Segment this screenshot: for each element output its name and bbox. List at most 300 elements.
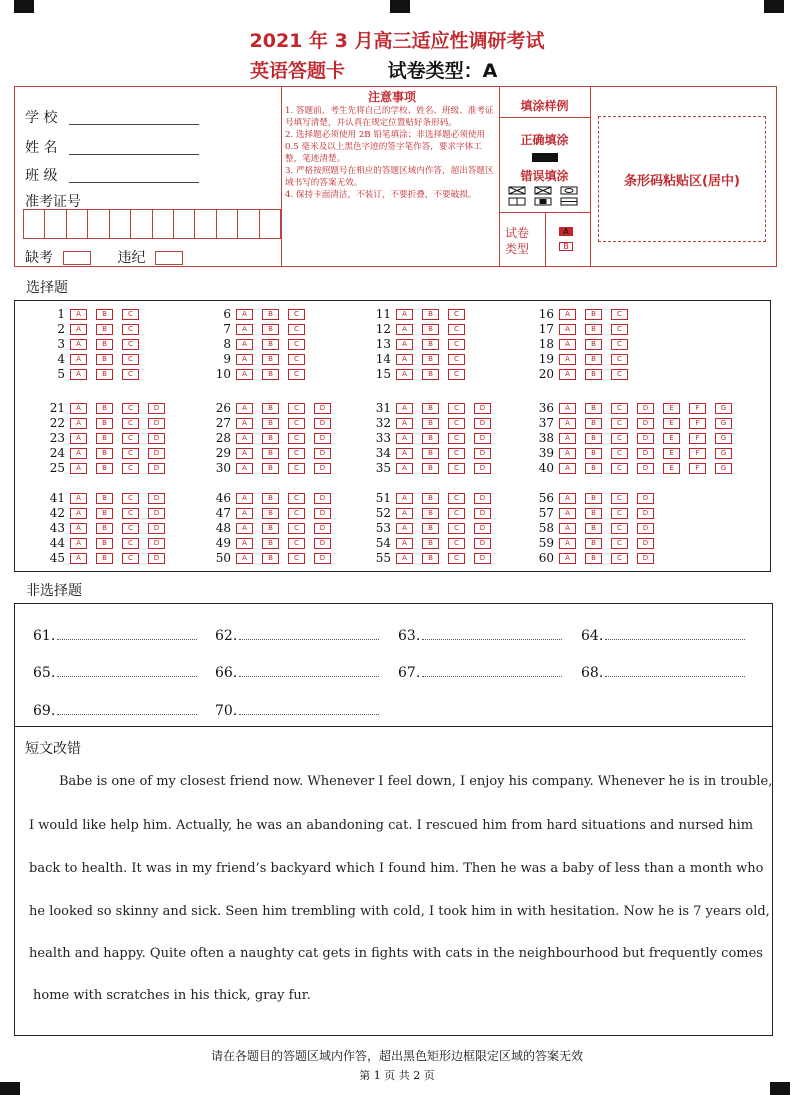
answer-bubble[interactable]: F (689, 463, 706, 474)
essay-line: he looked so skinny and sick. Seen him trembling with cold, I took him in with hesitation. Now he is 7 years old, (29, 904, 770, 919)
answer-blank[interactable]: 63. (398, 628, 562, 644)
exam-no-grid[interactable] (23, 209, 281, 239)
answer-bubble[interactable]: A (236, 418, 253, 429)
answer-bubble[interactable]: C (288, 324, 305, 335)
answer-bubble[interactable]: A (559, 538, 576, 549)
answer-bubble[interactable]: B (422, 553, 439, 564)
answer-bubble[interactable]: B (585, 369, 602, 380)
answer-bubble[interactable]: A (236, 448, 253, 459)
answer-bubble[interactable]: C (122, 369, 139, 380)
answer-bubble[interactable]: B (585, 339, 602, 350)
question-number: 45 (49, 551, 65, 565)
answer-bubble[interactable]: B (422, 538, 439, 549)
answer-bubble[interactable]: A (396, 508, 413, 519)
answer-bubble[interactable]: A (396, 538, 413, 549)
answer-blank[interactable]: 61. (33, 628, 197, 644)
answer-bubble[interactable]: D (474, 553, 491, 564)
answer-bubble[interactable]: A (70, 433, 87, 444)
answer-bubble[interactable]: A (396, 309, 413, 320)
answer-bubble[interactable]: B (422, 339, 439, 350)
question-number: 28 (215, 431, 231, 445)
answer-bubble[interactable]: B (585, 418, 602, 429)
answer-bubble[interactable]: B (262, 309, 279, 320)
answer-bubble[interactable]: D (314, 493, 331, 504)
answer-bubble[interactable]: D (474, 448, 491, 459)
answer-bubble[interactable]: C (288, 508, 305, 519)
answer-bubble[interactable]: B (96, 493, 113, 504)
answer-blank[interactable]: 66. (215, 665, 379, 681)
correct-fill-label: 正确填涂 (520, 133, 569, 147)
answer-bubble[interactable]: C (288, 309, 305, 320)
question-row (534, 337, 637, 351)
question-row (534, 536, 663, 550)
answer-bubble[interactable]: D (474, 418, 491, 429)
answer-bubble[interactable]: A (559, 493, 576, 504)
answer-bubble[interactable]: B (96, 418, 113, 429)
answer-bubble[interactable]: C (122, 418, 139, 429)
answer-bubble[interactable]: B (585, 354, 602, 365)
answer-bubble[interactable]: D (474, 493, 491, 504)
paper-type-a-option[interactable]: A (559, 227, 573, 236)
answer-bubble[interactable]: A (70, 493, 87, 504)
answer-bubble[interactable]: B (585, 523, 602, 534)
answer-bubble[interactable]: B (262, 369, 279, 380)
note-item: 3. 严格按照题号在相应的答题区域内作答，超出答题区域书写的答案无效。 (285, 166, 494, 188)
answer-bubble[interactable]: A (396, 523, 413, 534)
question-row (211, 416, 340, 430)
answer-bubble[interactable]: C (122, 508, 139, 519)
answer-bubble[interactable]: A (236, 538, 253, 549)
answer-bubble[interactable]: A (236, 508, 253, 519)
question-row (211, 446, 340, 460)
question-row (371, 367, 474, 381)
answer-bubble[interactable]: C (448, 553, 465, 564)
answer-bubble[interactable]: C (288, 553, 305, 564)
answer-bubble[interactable]: C (448, 448, 465, 459)
question-number: 10 (215, 367, 231, 381)
answer-bubble[interactable]: B (585, 324, 602, 335)
answer-bubble[interactable]: C (448, 523, 465, 534)
answer-bubble[interactable]: C (611, 324, 628, 335)
answer-bubble[interactable]: A (559, 324, 576, 335)
answer-bubble[interactable]: C (448, 538, 465, 549)
answer-blank[interactable]: 67. (398, 665, 562, 681)
answer-bubble[interactable]: C (122, 403, 139, 414)
answer-bubble[interactable]: A (559, 433, 576, 444)
answer-bubble[interactable]: A (559, 339, 576, 350)
answer-bubble[interactable]: A (70, 309, 87, 320)
answer-bubble[interactable]: A (559, 523, 576, 534)
answer-bubble[interactable]: C (611, 448, 628, 459)
essay-line: home with scratches in his thick, gray fur. (33, 988, 311, 1003)
answer-bubble[interactable]: A (236, 354, 253, 365)
answer-bubble[interactable]: C (122, 538, 139, 549)
answer-bubble[interactable]: C (122, 309, 139, 320)
answer-bubble[interactable]: B (262, 508, 279, 519)
answer-bubble[interactable]: D (314, 403, 331, 414)
answer-bubble[interactable]: A (70, 523, 87, 534)
answer-bubble[interactable]: C (122, 339, 139, 350)
answer-bubble[interactable]: B (262, 418, 279, 429)
answer-bubble[interactable]: C (288, 354, 305, 365)
answer-bubble[interactable]: B (262, 553, 279, 564)
answer-bubble[interactable]: B (96, 463, 113, 474)
answer-bubble[interactable]: C (611, 418, 628, 429)
answer-bubble[interactable]: C (448, 508, 465, 519)
answer-bubble[interactable]: B (262, 463, 279, 474)
answer-bubble[interactable]: C (611, 369, 628, 380)
answer-bubble[interactable]: B (96, 354, 113, 365)
answer-bubble[interactable]: D (148, 433, 165, 444)
answer-bubble[interactable]: B (96, 369, 113, 380)
answer-bubble[interactable]: C (122, 433, 139, 444)
answer-bubble[interactable]: D (637, 418, 654, 429)
answer-bubble[interactable]: C (122, 493, 139, 504)
answer-bubble[interactable]: C (611, 433, 628, 444)
question-number: 14 (375, 352, 391, 366)
question-row (371, 352, 474, 366)
answer-bubble[interactable]: A (236, 463, 253, 474)
question-number: 53 (375, 521, 391, 535)
answer-bubble[interactable]: A (396, 493, 413, 504)
answer-bubble[interactable]: D (314, 418, 331, 429)
answer-bubble[interactable]: A (70, 538, 87, 549)
answer-bubble[interactable]: A (70, 508, 87, 519)
answer-bubble[interactable]: C (122, 463, 139, 474)
answer-bubble[interactable]: A (236, 523, 253, 534)
answer-bubble[interactable]: F (689, 403, 706, 414)
answer-bubble[interactable]: B (585, 553, 602, 564)
answer-bubble[interactable]: C (611, 553, 628, 564)
answer-bubble[interactable]: B (262, 324, 279, 335)
answer-bubble[interactable]: B (422, 354, 439, 365)
page-title: 2021 年 3 月高三适应性调研考试 (249, 30, 545, 52)
absent-label: 缺考 (25, 250, 53, 266)
answer-bubble[interactable]: C (448, 354, 465, 365)
answer-bubble[interactable]: B (262, 538, 279, 549)
answer-bubble[interactable]: B (96, 309, 113, 320)
answer-bubble[interactable]: A (396, 354, 413, 365)
answer-bubble[interactable]: D (314, 433, 331, 444)
answer-bubble[interactable]: A (70, 403, 87, 414)
answer-bubble[interactable]: D (314, 448, 331, 459)
answer-bubble[interactable]: C (448, 463, 465, 474)
answer-bubble[interactable]: B (262, 523, 279, 534)
question-number: 44 (49, 536, 65, 550)
answer-bubble[interactable]: F (689, 418, 706, 429)
school-field[interactable] (69, 123, 199, 125)
answer-bubble[interactable]: C (448, 433, 465, 444)
answer-bubble[interactable]: B (96, 508, 113, 519)
answer-bubble[interactable]: B (585, 309, 602, 320)
answer-bubble[interactable]: C (288, 418, 305, 429)
answer-bubble[interactable]: D (148, 493, 165, 504)
answer-bubble[interactable]: G (715, 418, 732, 429)
answer-bubble[interactable]: D (637, 553, 654, 564)
answer-bubble[interactable]: A (396, 324, 413, 335)
answer-bubble[interactable]: A (559, 418, 576, 429)
multiple-choice-area (14, 300, 771, 572)
answer-bubble[interactable]: C (122, 354, 139, 365)
answer-bubble[interactable]: D (148, 448, 165, 459)
answer-bubble[interactable]: A (559, 508, 576, 519)
answer-bubble[interactable]: C (611, 493, 628, 504)
answer-bubble[interactable]: C (611, 463, 628, 474)
answer-blank[interactable]: 69. (33, 703, 197, 719)
answer-bubble[interactable]: C (448, 403, 465, 414)
answer-bubble[interactable]: C (611, 538, 628, 549)
answer-bubble[interactable]: D (474, 403, 491, 414)
answer-blank[interactable]: 62. (215, 628, 379, 644)
question-row (45, 352, 148, 366)
answer-bubble[interactable]: B (262, 448, 279, 459)
answer-bubble[interactable]: D (474, 538, 491, 549)
question-number: 29 (215, 446, 231, 460)
answer-bubble[interactable]: E (663, 418, 680, 429)
answer-bubble[interactable]: D (148, 463, 165, 474)
answer-bubble[interactable]: A (396, 339, 413, 350)
answer-bubble[interactable]: B (585, 448, 602, 459)
question-number: 37 (538, 416, 554, 430)
answer-bubble[interactable]: B (422, 523, 439, 534)
answer-bubble[interactable]: E (663, 433, 680, 444)
answer-bubble[interactable]: D (148, 403, 165, 414)
answer-bubble[interactable]: A (559, 403, 576, 414)
answer-bubble[interactable]: B (262, 339, 279, 350)
answer-bubble[interactable]: D (637, 508, 654, 519)
answer-bubble[interactable]: A (236, 553, 253, 564)
answer-bubble[interactable]: D (314, 538, 331, 549)
answer-bubble[interactable]: B (585, 538, 602, 549)
answer-bubble[interactable]: A (559, 369, 576, 380)
question-row (371, 322, 474, 336)
answer-bubble[interactable]: C (448, 324, 465, 335)
answer-bubble[interactable]: B (585, 433, 602, 444)
paper-type-b-option[interactable]: B (559, 242, 573, 251)
question-row (534, 322, 637, 336)
answer-bubble[interactable]: A (559, 553, 576, 564)
question-row (534, 307, 637, 321)
answer-bubble[interactable]: D (148, 523, 165, 534)
answer-bubble[interactable]: E (663, 448, 680, 459)
essay-line: Babe is one of my closest friend now. Whenever I feel down, I enjoy his company. Whenever he is in trouble, (59, 774, 773, 789)
answer-bubble[interactable]: A (70, 339, 87, 350)
answer-bubble[interactable]: C (611, 403, 628, 414)
answer-bubble[interactable]: C (448, 309, 465, 320)
answer-bubble[interactable]: D (314, 523, 331, 534)
name-field[interactable] (69, 153, 199, 155)
answer-bubble[interactable]: D (314, 508, 331, 519)
answer-bubble[interactable]: A (236, 339, 253, 350)
answer-bubble[interactable]: A (396, 448, 413, 459)
answer-bubble[interactable]: C (288, 493, 305, 504)
answer-bubble[interactable]: C (288, 369, 305, 380)
violation-checkbox[interactable] (155, 251, 183, 265)
answer-bubble[interactable]: C (122, 523, 139, 534)
answer-bubble[interactable]: A (559, 448, 576, 459)
answer-bubble[interactable]: D (637, 463, 654, 474)
essay-line: health and happy. Quite often a naughty cat gets in fights with cats in the neighbourhood but frequently comes (29, 946, 763, 961)
question-row (45, 461, 174, 475)
answer-bubble[interactable]: G (715, 448, 732, 459)
note-item: 2. 选择题必须使用 2B 铅笔填涂；非选择题必须使用 0.5 毫米及以上黑色字迹的签字笔作答，要求字体工整，笔迹清楚。 (285, 130, 486, 164)
answer-bubble[interactable]: A (396, 553, 413, 564)
answer-bubble[interactable]: D (148, 553, 165, 564)
answer-bubble[interactable]: B (96, 448, 113, 459)
answer-bubble[interactable]: C (448, 493, 465, 504)
answer-bubble[interactable]: C (122, 553, 139, 564)
answer-bubble[interactable]: B (422, 433, 439, 444)
corner-mark (14, 0, 34, 13)
paper-type-label: 试卷 (505, 226, 530, 240)
answer-bubble[interactable]: B (422, 463, 439, 474)
answer-bubble[interactable]: B (422, 324, 439, 335)
answer-bubble[interactable]: C (288, 523, 305, 534)
answer-bubble[interactable]: A (70, 354, 87, 365)
answer-bubble[interactable]: D (148, 538, 165, 549)
answer-bubble[interactable]: A (236, 369, 253, 380)
answer-bubble[interactable]: A (236, 309, 253, 320)
answer-bubble[interactable]: A (559, 309, 576, 320)
answer-bubble[interactable]: B (422, 309, 439, 320)
answer-bubble[interactable]: B (262, 403, 279, 414)
answer-bubble[interactable]: D (474, 508, 491, 519)
question-number: 11 (375, 307, 391, 321)
answer-bubble[interactable]: C (611, 339, 628, 350)
answer-bubble[interactable]: A (236, 433, 253, 444)
answer-bubble[interactable]: A (396, 403, 413, 414)
answer-bubble[interactable]: C (448, 418, 465, 429)
answer-bubble[interactable]: B (96, 433, 113, 444)
answer-bubble[interactable]: B (585, 463, 602, 474)
answer-bubble[interactable]: B (262, 433, 279, 444)
answer-bubble[interactable]: F (689, 448, 706, 459)
question-number: 40 (538, 461, 554, 475)
answer-bubble[interactable]: D (637, 493, 654, 504)
answer-bubble[interactable]: C (288, 339, 305, 350)
answer-bubble[interactable]: D (474, 523, 491, 534)
paper-type-label: 类型 (505, 242, 530, 256)
answer-bubble[interactable]: F (689, 433, 706, 444)
answer-bubble[interactable]: C (448, 339, 465, 350)
answer-bubble[interactable]: D (637, 538, 654, 549)
answer-bubble[interactable]: C (611, 508, 628, 519)
answer-bubble[interactable]: B (422, 418, 439, 429)
answer-bubble[interactable]: B (585, 493, 602, 504)
question-number: 58 (538, 521, 554, 535)
answer-bubble[interactable]: B (585, 508, 602, 519)
question-number: 4 (57, 352, 65, 366)
answer-bubble[interactable]: A (559, 354, 576, 365)
answer-bubble[interactable]: D (637, 403, 654, 414)
absent-checkbox[interactable] (63, 251, 91, 265)
answer-bubble[interactable]: C (448, 369, 465, 380)
question-row (45, 491, 174, 505)
answer-bubble[interactable]: B (585, 403, 602, 414)
answer-bubble[interactable]: C (288, 433, 305, 444)
answer-bubble[interactable]: C (122, 448, 139, 459)
answer-bubble[interactable]: B (422, 403, 439, 414)
answer-bubble[interactable]: B (96, 324, 113, 335)
answer-bubble[interactable]: A (236, 493, 253, 504)
answer-bubble[interactable]: A (396, 433, 413, 444)
answer-bubble[interactable]: A (70, 369, 87, 380)
answer-bubble[interactable]: D (474, 463, 491, 474)
answer-bubble[interactable]: D (637, 448, 654, 459)
answer-bubble[interactable]: C (288, 448, 305, 459)
answer-bubble[interactable]: A (70, 463, 87, 474)
answer-blank[interactable]: 70. (215, 703, 379, 719)
answer-bubble[interactable]: A (396, 463, 413, 474)
answer-bubble[interactable]: D (148, 508, 165, 519)
answer-bubble[interactable]: C (288, 463, 305, 474)
answer-bubble[interactable]: E (663, 403, 680, 414)
essay-title: 短文改错 (25, 741, 81, 757)
answer-bubble[interactable]: A (559, 463, 576, 474)
question-number: 12 (375, 322, 391, 336)
answer-bubble[interactable]: A (70, 324, 87, 335)
answer-bubble[interactable]: B (262, 493, 279, 504)
answer-blank[interactable]: 68. (581, 665, 745, 681)
question-number: 47 (215, 506, 231, 520)
answer-bubble[interactable]: B (96, 523, 113, 534)
question-number: 55 (375, 551, 391, 565)
answer-bubble[interactable]: A (236, 324, 253, 335)
question-number: 43 (49, 521, 65, 535)
answer-bubble[interactable]: D (314, 463, 331, 474)
answer-bubble[interactable]: C (611, 309, 628, 320)
question-number: 33 (375, 431, 391, 445)
answer-bubble[interactable]: A (396, 369, 413, 380)
question-row (371, 431, 500, 445)
note-item: 1. 答题前，考生先将自己的学校、姓名、班级、准考证号填写清楚，并认真在规定位置贴好条形码。 (285, 106, 494, 128)
answer-bubble[interactable]: A (396, 418, 413, 429)
answer-bubble[interactable]: C (288, 538, 305, 549)
answer-bubble[interactable]: G (715, 403, 732, 414)
answer-bubble[interactable]: C (611, 354, 628, 365)
answer-bubble[interactable]: C (611, 523, 628, 534)
question-number: 20 (538, 367, 554, 381)
answer-bubble[interactable]: G (715, 463, 732, 474)
answer-bubble[interactable]: B (422, 493, 439, 504)
answer-bubble[interactable]: A (70, 553, 87, 564)
answer-bubble[interactable]: B (96, 553, 113, 564)
answer-bubble[interactable]: D (637, 523, 654, 534)
answer-blank[interactable]: 65. (33, 665, 197, 681)
answer-bubble[interactable]: B (96, 339, 113, 350)
class-field[interactable] (69, 181, 199, 183)
answer-bubble[interactable]: A (70, 418, 87, 429)
answer-bubble[interactable]: A (236, 403, 253, 414)
answer-blank[interactable]: 64. (581, 628, 745, 644)
answer-bubble[interactable]: D (314, 553, 331, 564)
question-row (371, 551, 500, 565)
answer-bubble[interactable]: B (96, 403, 113, 414)
answer-bubble[interactable]: A (70, 448, 87, 459)
answer-bubble[interactable]: G (715, 433, 732, 444)
answer-bubble[interactable]: B (422, 448, 439, 459)
answer-bubble[interactable]: D (637, 433, 654, 444)
answer-bubble[interactable]: B (422, 369, 439, 380)
answer-bubble[interactable]: C (122, 324, 139, 335)
answer-bubble[interactable]: B (96, 538, 113, 549)
answer-bubble[interactable]: B (262, 354, 279, 365)
answer-bubble[interactable]: D (148, 418, 165, 429)
answer-bubble[interactable]: C (288, 403, 305, 414)
answer-bubble[interactable]: D (474, 433, 491, 444)
answer-bubble[interactable]: E (663, 463, 680, 474)
answer-bubble[interactable]: B (422, 508, 439, 519)
